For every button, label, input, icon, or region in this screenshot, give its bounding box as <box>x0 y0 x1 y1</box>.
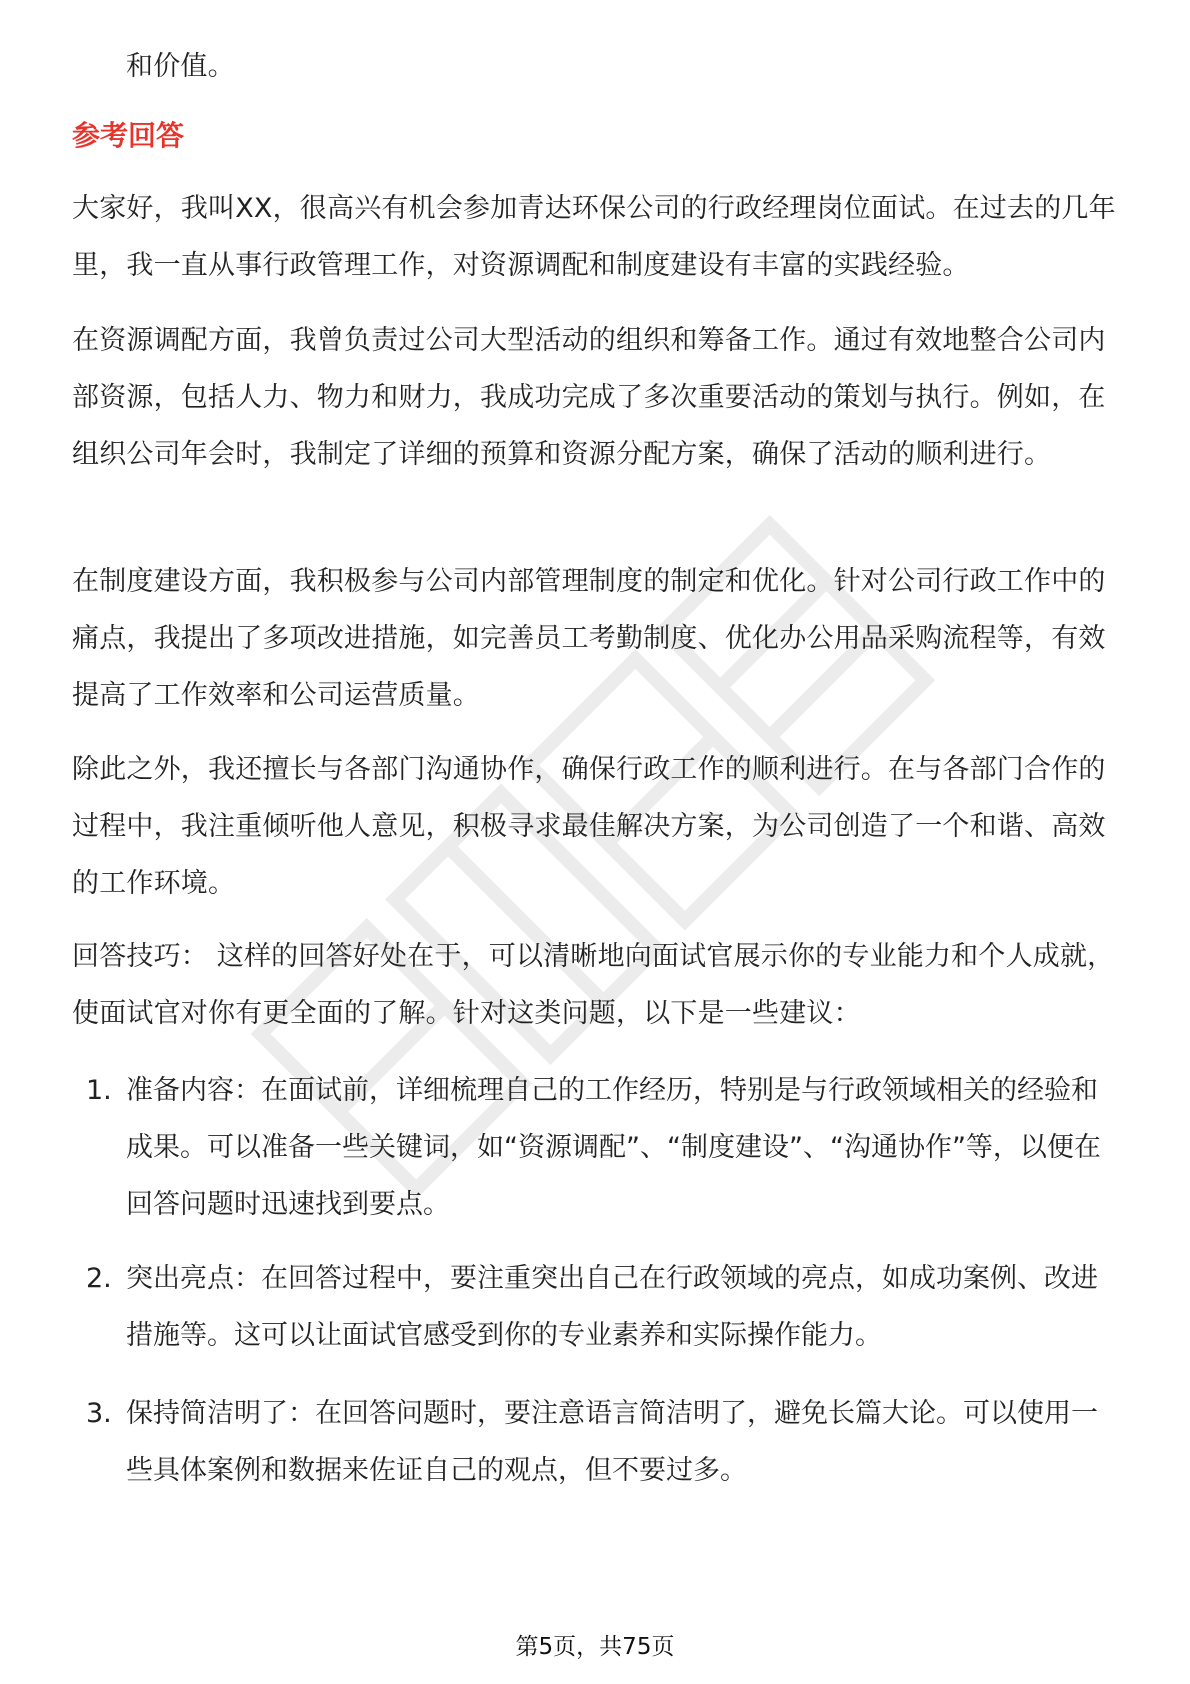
intro-tail: 和价值。 <box>126 51 235 82</box>
paragraph-2: 在资源调配方面，我曾负责过公司大型活动的组织和筹备工作。通过有效地整合公司内部资源，包括人力、物力和财力，我成功完成了多次重要活动的策划与执行。例如，在组织公司年会时，我制定了详细的预算和资源分配方案，确保了活动的顺利进行。 <box>72 325 1106 470</box>
list-text: 突出亮点：在回答过程中，要注重突出自己在行政领域的亮点，如成功案例、改进措施等。这可以让面试官感受到你的专业素养和实际操作能力。 <box>126 1263 1098 1351</box>
section-heading: 参考回答 <box>72 119 185 152</box>
list-number: 2. <box>86 1263 112 1294</box>
list-number: 1. <box>86 1075 112 1106</box>
list-text: 准备内容：在面试前，详细梳理自己的工作经历，特别是与行政领域相关的经验和成果。可以准备一些关键词，如“资源调配”、“制度建设”、“沟通协作”等，以便在回答问题时迅速找到要点。 <box>126 1075 1101 1220</box>
list-text: 保持简洁明了：在回答问题时，要注意语言简洁明了，避免长篇大论。可以使用一些具体案例和数据来佐证自己的观点，但不要过多。 <box>126 1398 1098 1486</box>
paragraph-1: 大家好，我叫XX，很高兴有机会参加青达环保公司的行政经理岗位面试。在过去的几年里，我一直从事行政管理工作，对资源调配和制度建设有丰富的实践经验。 <box>72 193 1116 281</box>
page-footer: 第5页，共75页 <box>515 1634 675 1660</box>
list-number: 3. <box>86 1398 112 1429</box>
paragraph-3: 在制度建设方面，我积极参与公司内部管理制度的制定和优化。针对公司行政工作中的痛点，我提出了多项改进措施，如完善员工考勤制度、优化办公用品采购流程等，有效提高了工作效率和公司运营质量。 <box>72 566 1106 711</box>
paragraph-5: 回答技巧： 这样的回答好处在于，可以清晰地向面试官展示你的专业能力和个人成就，使面试官对你有更全面的了解。针对这类问题，以下是一些建议： <box>72 941 1115 1029</box>
paragraph-4: 除此之外，我还擅长与各部门沟通协作，确保行政工作的顺利进行。在与各部门合作的过程中，我注重倾听他人意见，积极寻求最佳解决方案，为公司创造了一个和谐、高效的工作环境。 <box>72 754 1106 899</box>
